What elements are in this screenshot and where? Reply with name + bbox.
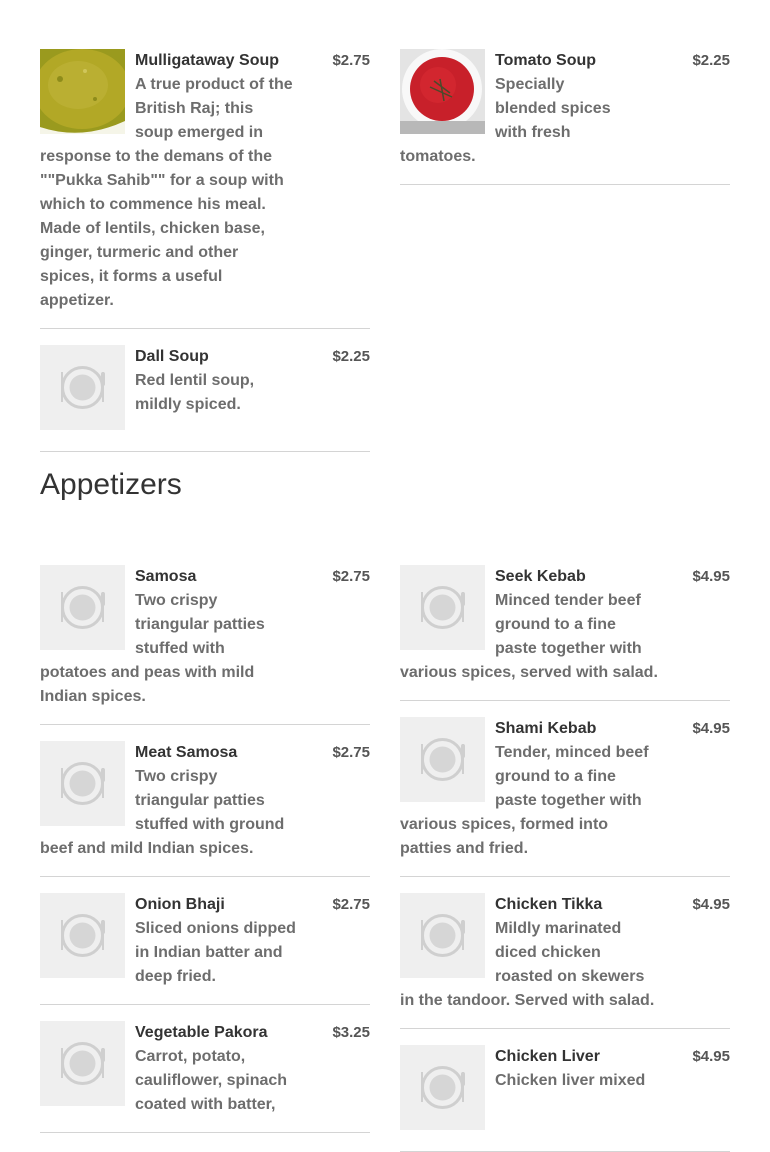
menu-item[interactable] bbox=[40, 1005, 370, 1133]
item-name: Shami Kebab bbox=[495, 720, 597, 737]
appetizers-right-column bbox=[400, 565, 730, 1152]
item-name: Samosa bbox=[135, 568, 197, 585]
item-description: Mildly marinated diced chicken roasted on skewers in the tandoor. Served with salad. bbox=[400, 920, 655, 1009]
item-description: Red lentil soup, mildly spiced. bbox=[135, 372, 255, 413]
item-name: Onion Bhaji bbox=[135, 896, 225, 913]
item-name: Dall Soup bbox=[135, 348, 209, 365]
menu-item[interactable] bbox=[400, 877, 730, 1029]
item-name: Chicken Liver bbox=[495, 1048, 600, 1065]
item-description: Tender, minced beef ground to a fine paste together with various spices, formed into patties and fried. bbox=[400, 744, 649, 857]
tomato-soup-photo bbox=[400, 49, 485, 134]
plate-placeholder-icon bbox=[40, 565, 125, 650]
plate-placeholder-icon bbox=[400, 717, 485, 802]
soups-left-column bbox=[40, 49, 370, 452]
plate-placeholder-icon bbox=[40, 741, 125, 826]
appetizers-left-column bbox=[40, 565, 370, 1133]
plate-placeholder-icon bbox=[400, 565, 485, 650]
item-name: Mulligataway Soup bbox=[135, 52, 280, 69]
item-price: $4.95 bbox=[692, 1048, 730, 1065]
item-name: Seek Kebab bbox=[495, 568, 586, 585]
item-description: A true product of the British Raj; this soup emerged in response to the demans of the ""Pukka Sahib"" for a soup with which to commence his meal. Made of lentils, chicken base, ginger, turmeric and other spices, it forms a useful appetizer. bbox=[40, 76, 293, 309]
soups-right-column bbox=[400, 49, 730, 185]
menu-item[interactable] bbox=[400, 49, 730, 185]
item-name: Chicken Tikka bbox=[495, 896, 603, 913]
item-description: Carrot, potato, cauliflower, spinach coated with batter, bbox=[135, 1048, 288, 1113]
menu-item[interactable] bbox=[40, 329, 370, 452]
item-description: Sliced onions dipped in Indian batter and deep fried. bbox=[135, 920, 296, 985]
item-name: Meat Samosa bbox=[135, 744, 238, 761]
appetizers-heading: Appetizers bbox=[40, 468, 182, 501]
item-description: Two crispy triangular patties stuffed with ground beef and mild Indian spices. bbox=[40, 768, 285, 857]
menu-item[interactable] bbox=[400, 1029, 730, 1152]
menu-item[interactable] bbox=[40, 877, 370, 1005]
menu-item[interactable] bbox=[40, 725, 370, 877]
plate-placeholder-icon bbox=[400, 1045, 485, 1130]
menu-item[interactable] bbox=[400, 565, 730, 701]
plate-placeholder-icon bbox=[40, 345, 125, 430]
plate-placeholder-icon bbox=[40, 893, 125, 978]
item-name: Vegetable Pakora bbox=[135, 1024, 268, 1041]
item-description: Specially blended spices with fresh tomatoes. bbox=[400, 76, 611, 165]
item-description: Minced tender beef ground to a fine paste together with various spices, served with salad. bbox=[400, 592, 658, 681]
menu-item[interactable] bbox=[40, 49, 370, 329]
plate-placeholder-icon bbox=[40, 1021, 125, 1106]
item-name: Tomato Soup bbox=[495, 52, 597, 69]
item-price: $2.75 bbox=[332, 896, 370, 913]
item-price: $4.95 bbox=[692, 568, 730, 585]
item-price: $2.75 bbox=[332, 568, 370, 585]
item-description: Two crispy triangular patties stuffed with potatoes and peas with mild Indian spices. bbox=[40, 592, 265, 705]
item-price: $4.95 bbox=[692, 896, 730, 913]
item-description: Chicken liver mixed bbox=[495, 1072, 646, 1089]
item-price: $2.25 bbox=[692, 52, 730, 69]
item-price: $2.25 bbox=[332, 348, 370, 365]
item-price: $4.95 bbox=[692, 720, 730, 737]
mulligatawny-photo bbox=[40, 49, 125, 134]
item-price: $3.25 bbox=[332, 1024, 370, 1041]
menu-item[interactable] bbox=[400, 701, 730, 877]
item-price: $2.75 bbox=[332, 744, 370, 761]
item-price: $2.75 bbox=[332, 52, 370, 69]
menu-item[interactable] bbox=[40, 565, 370, 725]
plate-placeholder-icon bbox=[400, 893, 485, 978]
